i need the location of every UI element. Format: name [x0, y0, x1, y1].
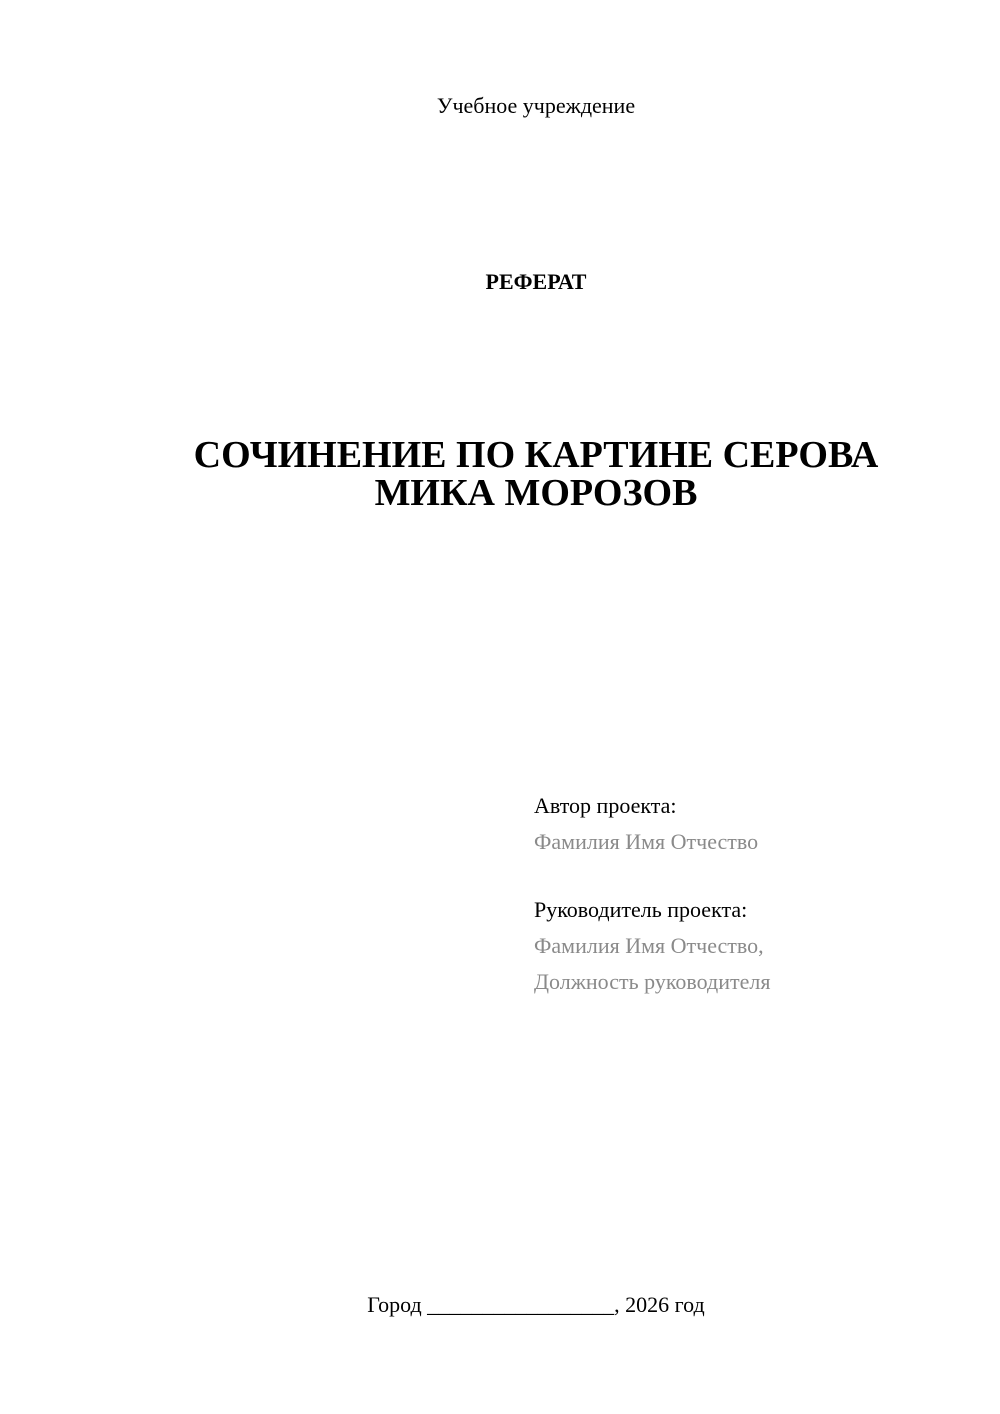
- author-label: Автор проекта:: [534, 793, 677, 818]
- supervisor-label: Руководитель проекта:: [534, 897, 748, 922]
- title-line-1: СОЧИНЕНИЕ ПО КАРТИНЕ СЕРОВА: [193, 434, 879, 476]
- project-info-block: [534, 788, 974, 1000]
- author-name-placeholder: Фамилия Имя Отчество: [534, 829, 759, 854]
- supervisor-name-placeholder: Фамилия Имя Отчество,: [534, 933, 764, 958]
- document-type: РЕФЕРАТ: [485, 269, 587, 294]
- document-title: [72, 436, 1000, 512]
- institution-name: Учебное учреждение: [436, 93, 636, 118]
- supervisor-position-placeholder: Должность руководителя: [534, 969, 771, 994]
- city-year-line: Город _________________, 2026 год: [367, 1292, 705, 1317]
- title-line-2: МИКА МОРОЗОВ: [374, 472, 698, 514]
